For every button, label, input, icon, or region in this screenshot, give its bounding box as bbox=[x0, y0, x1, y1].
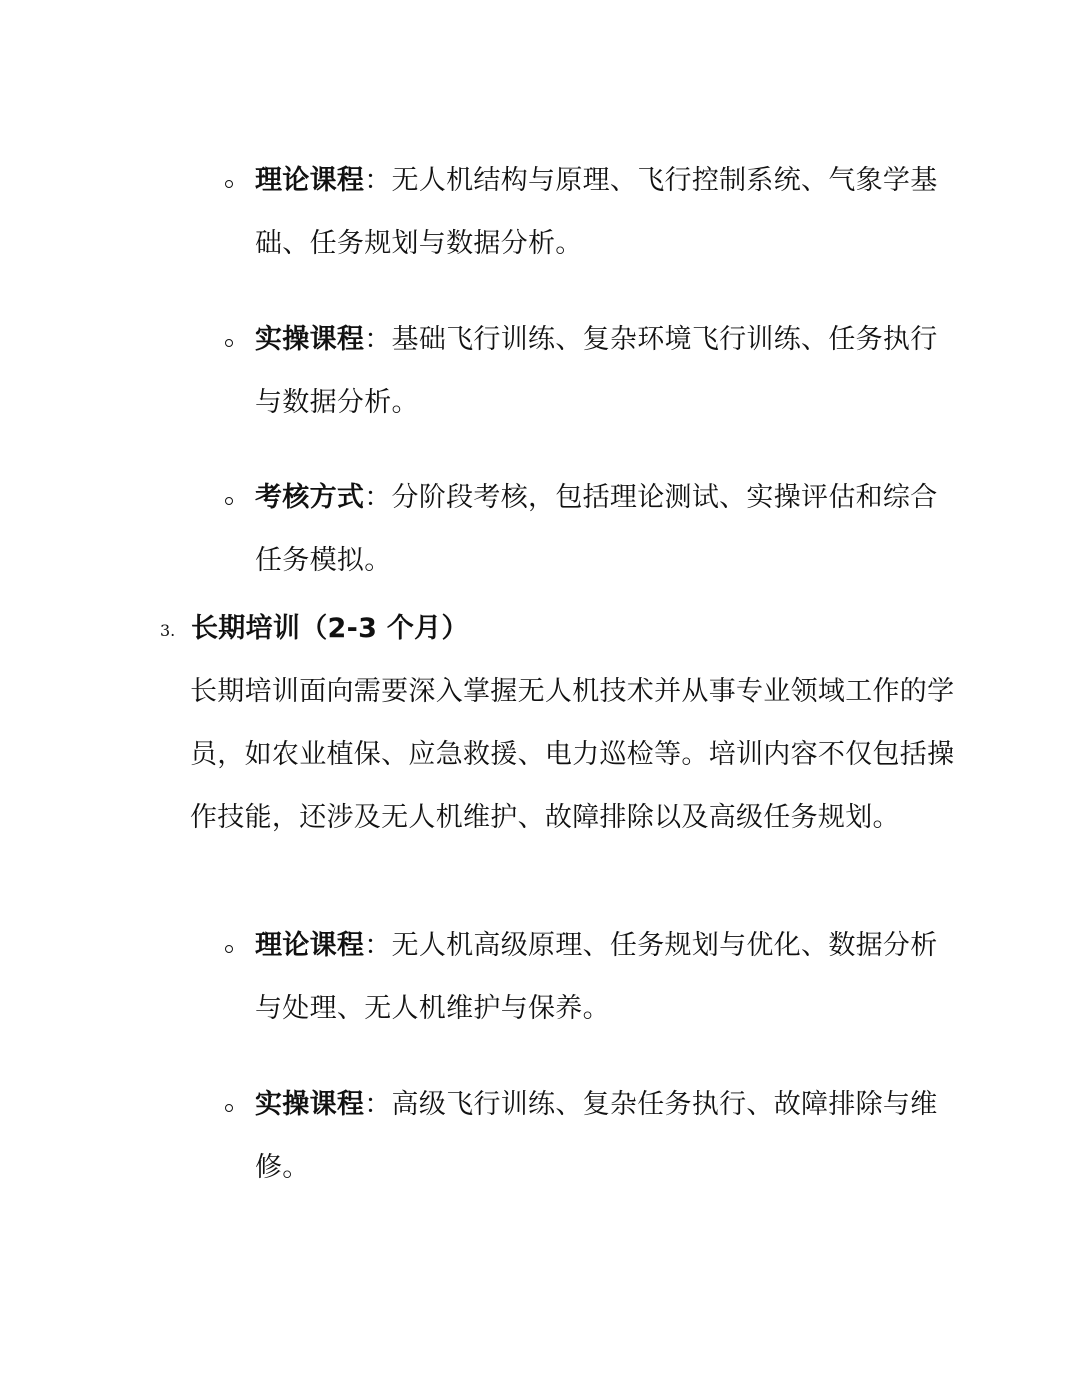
section-title: 长期培训（2-3 个月） bbox=[191, 613, 469, 644]
item-text: 无人机高级原理、任务规划与优化、数据分析与处理、无人机维护与保养。 bbox=[255, 930, 938, 1024]
hollow-circle-bullet-icon bbox=[222, 940, 236, 958]
item-label: 理论课程 bbox=[255, 930, 365, 961]
item-text: 高级飞行训练、复杂任务执行、故障排除与维修。 bbox=[255, 1089, 938, 1183]
list-item-advanced-theory: 理论课程：无人机高级原理、任务规划与优化、数据分析与处理、无人机维护与保养。 bbox=[222, 928, 952, 1040]
section-heading bbox=[160, 607, 960, 651]
item-label: 理论课程 bbox=[255, 165, 365, 196]
list-item-theory-course: 理论课程：无人机结构与原理、飞行控制系统、气象学基础、任务规划与数据分析。 bbox=[222, 163, 952, 275]
hollow-circle-bullet-icon bbox=[222, 1099, 236, 1117]
hollow-circle-bullet-icon bbox=[222, 334, 236, 352]
item-text: 基础飞行训练、复杂环境飞行训练、任务执行与数据分析。 bbox=[255, 324, 938, 418]
item-label: 考核方式 bbox=[255, 482, 365, 513]
item-text: 分阶段考核，包括理论测试、实操评估和综合任务模拟。 bbox=[255, 482, 938, 576]
hollow-circle-bullet-icon bbox=[222, 492, 236, 510]
list-item-practice-course: 实操课程：基础飞行训练、复杂环境飞行训练、任务执行与数据分析。 bbox=[222, 322, 952, 434]
list-item-assessment: 考核方式：分阶段考核，包括理论测试、实操评估和综合任务模拟。 bbox=[222, 480, 952, 592]
section-paragraph: 长期培训面向需要深入掌握无人机技术并从事专业领域工作的学员，如农业植保、应急救援、电力巡检等。培训内容不仅包括操作技能，还涉及无人机维护、故障排除以及高级任务规划。 bbox=[190, 676, 955, 833]
hollow-circle-bullet-icon bbox=[222, 175, 236, 193]
list-item-advanced-practice: 实操课程：高级飞行训练、复杂任务执行、故障排除与维修。 bbox=[222, 1087, 952, 1199]
item-label: 实操课程 bbox=[255, 1089, 365, 1120]
item-text: 无人机结构与原理、飞行控制系统、气象学基础、任务规划与数据分析。 bbox=[255, 165, 938, 259]
section-number: 3. bbox=[160, 621, 176, 640]
item-label: 实操课程 bbox=[255, 324, 365, 355]
